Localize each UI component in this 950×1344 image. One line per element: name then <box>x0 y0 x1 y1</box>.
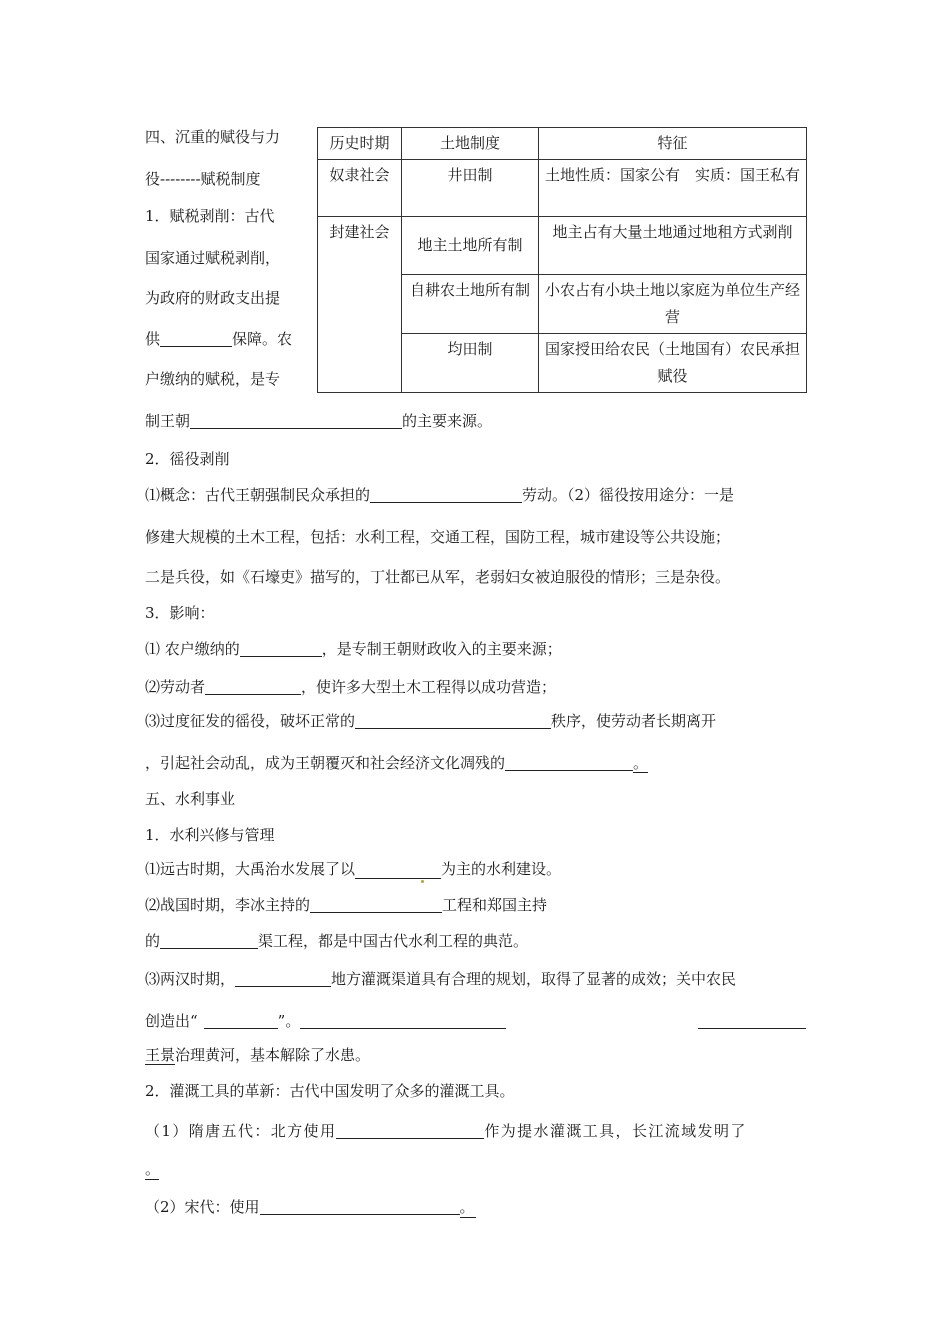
table-cell: 小农占有小块土地以家庭为单位生产经营 <box>539 275 807 334</box>
fill-blank[interactable] <box>300 1012 506 1029</box>
fill-blank[interactable] <box>205 678 301 695</box>
section5-para1-title: 1．水利兴修与管理 <box>145 826 275 844</box>
section5-para2-title: 2．灌溉工具的革新：古代中国发明了众多的灌溉工具。 <box>145 1082 515 1100</box>
text: 保障。农 <box>232 330 293 348</box>
table-header: 土地制度 <box>402 128 539 160</box>
text: ⑴远古时期，大禹治水发展了以 <box>145 860 356 878</box>
fill-blank[interactable] <box>260 1198 460 1215</box>
text: （1）隋唐五代：北方使用 <box>145 1122 337 1140</box>
fill-blank[interactable] <box>355 712 551 729</box>
section4-heading-line2: 役--------赋税制度 <box>145 170 261 188</box>
fill-blank[interactable] <box>235 970 331 987</box>
fill-blank[interactable] <box>204 1012 278 1029</box>
table-cell: 均田制 <box>402 334 539 393</box>
para3-line4 <box>145 753 648 773</box>
para3-line1 <box>145 639 562 659</box>
para1-line6 <box>145 411 492 431</box>
table-header: 特征 <box>539 128 807 160</box>
text: 为主的水利建设。 <box>441 860 562 878</box>
table-cell: 自耕农土地所有制 <box>402 275 539 334</box>
text: 作为提水灌溉工具，长江流域发明了 <box>484 1122 747 1140</box>
land-system-table <box>317 127 807 393</box>
text: ⑴概念：古代王朝强制民众承担的 <box>145 486 371 504</box>
text: ”。 <box>277 1012 301 1030</box>
text: ⑴ 农户缴纳的 <box>145 640 240 658</box>
text: ，是专制王朝财政收入的主要来源； <box>321 640 562 658</box>
fill-blank[interactable] <box>355 862 441 879</box>
para1-line3: 为政府的财政支出提 <box>145 289 281 307</box>
table-cell: 地主土地所有制 <box>402 217 539 275</box>
text: （2）宋代：使用 <box>145 1198 260 1216</box>
text: ，使许多大型土木工程得以成功营造； <box>301 678 557 696</box>
text: ⑵劳动者 <box>145 678 206 696</box>
section5-line5 <box>145 1011 506 1031</box>
para1-line5: 户缴纳的赋税，是专 <box>145 370 281 388</box>
section5-line3 <box>145 931 528 951</box>
text: ，引起社会动乱，成为王朝覆灭和社会经济文化凋残的 <box>145 754 506 772</box>
section5-line2 <box>145 895 547 915</box>
text: 王景 <box>145 1046 176 1064</box>
fill-blank[interactable] <box>240 640 322 657</box>
para1-line4 <box>145 329 310 349</box>
text: ⑵战国时期，李冰主持的 <box>145 896 311 914</box>
section5-line6 <box>145 1045 370 1065</box>
fill-blank-right[interactable] <box>698 1011 806 1031</box>
text: ⑶过度征发的徭役，破坏正常的 <box>145 712 356 730</box>
para1-line1: 1．赋税剥削：古代 <box>145 207 275 225</box>
table-cell: 封建社会 <box>318 217 402 393</box>
text: 的主要来源。 <box>402 412 493 430</box>
para2-title: 2．徭役剥削 <box>145 450 230 468</box>
fill-blank[interactable] <box>370 486 522 503</box>
fill-blank[interactable] <box>310 896 442 913</box>
para2-line2: 修建大规模的土木工程，包括：水利工程，交通工程，国防工程，城市建设等公共设施； <box>145 528 731 546</box>
section5-line7 <box>145 1121 747 1141</box>
fill-blank[interactable] <box>190 412 402 429</box>
para2-line1 <box>145 485 734 505</box>
text: 制王朝 <box>145 412 191 430</box>
text: ⑶两汉时期， <box>145 970 236 988</box>
text: 工程和郑国主持 <box>442 896 548 914</box>
text: 秩序，使劳动者长期离开 <box>551 712 717 730</box>
fill-blank[interactable] <box>160 932 258 949</box>
fill-blank[interactable] <box>698 1012 806 1029</box>
section4-heading-line1: 四、沉重的赋役与力 <box>145 128 281 146</box>
text: 渠工程，都是中国古代水利工程的典范。 <box>258 932 529 950</box>
text: 治理黄河，基本解除了水患。 <box>175 1046 371 1064</box>
text: 供 <box>145 330 161 348</box>
para2-line3: 二是兵役，如《石壕吏》描写的，丁壮都已从军，老弱妇女被迫服役的情形；三是杂役。 <box>145 568 731 586</box>
text: 创造出“ <box>145 1012 198 1030</box>
text: 。 <box>633 754 649 772</box>
text: 。 <box>145 1160 161 1178</box>
fill-blank[interactable] <box>336 1122 484 1139</box>
table-cell: 土地性质：国家公有 实质：国王私有 <box>539 160 807 217</box>
table-cell: 井田制 <box>402 160 539 217</box>
table-header: 历史时期 <box>318 128 402 160</box>
section5-line1 <box>145 859 561 879</box>
section5-line9 <box>145 1197 476 1218</box>
para1-line2: 国家通过赋税剥削， <box>145 249 281 267</box>
section5-heading: 五、水利事业 <box>145 790 236 808</box>
para3-title: 3．影响： <box>145 604 215 622</box>
fill-blank[interactable] <box>160 330 232 347</box>
table-cell: 国家授田给农民（土地国有）农民承担赋役 <box>539 334 807 393</box>
table-cell: 地主占有大量土地通过地租方式剥削 <box>539 217 807 275</box>
table-cell: 奴隶社会 <box>318 160 402 217</box>
section5-line4 <box>145 969 736 989</box>
text: 劳动。（2）徭役按用途分：一是 <box>522 486 735 504</box>
text: 。 <box>459 1198 475 1216</box>
text: 地方灌溉渠道具有合理的规划，取得了显著的成效；关中农民 <box>331 970 737 988</box>
para3-line2 <box>145 677 556 697</box>
text: 的 <box>145 932 161 950</box>
mark-dot <box>421 880 424 883</box>
fill-blank[interactable] <box>505 754 633 771</box>
para3-line3 <box>145 711 716 731</box>
section5-line8 <box>145 1159 159 1180</box>
